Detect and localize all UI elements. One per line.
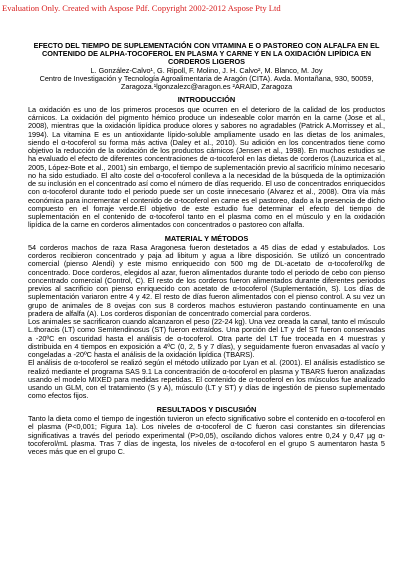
section-heading: RESULTADOS Y DISCUSIÓN — [156, 404, 257, 414]
paragraph: 54 corderos machos de raza Rasa Aragonesa fueron destetados a 45 días de edad y estabulados. Los corderos recibieron concentrado y paja ad libitum y agua a libre disposición. Se utilizó un concentrado comercial (pienso Alendi) y este mismo enriquecido con 500 mg de DL-acetato de α-tocoferol/kg de concentrado. Doce corderos, elegidos al azar, fueron alimentados durante todo el periodo de cebo con pienso concentrado comercial (Control, C). El resto de los corderos fueron alimentados durante diferentes periodos previos al sacrificio con pienso enriquecido con acetato de α-tocoferol (Suplementación, S). Los días de suplementación variaron entre 4 y 42. El resto de días fueron alimentados con el pienso control. A su vez un grupo de animales de 8 ovejas con sus 8 corderos machos estuvieron pastando continuamente en una pradera de alfalfa (A). Los corderos disponían de concentrado comercial para corderos. — [28, 242, 385, 318]
paragraph: El análisis de α-tocoferol se realizó según el método utilizado por Lyan et al. (2001). El análisis estadístico se realizó mediante el programa SAS 9.1 La concentración de α-tocoferol en plasma y TBARS fueron analizadas usando el modelo MIXED para medidas repetidas. El contenido de α-tocoferol en los músculos fue analizado usando un GLM, con el tratamiento (S y A), músculo (LT y ST) y días de ingestión de pienso suplementado como efectos fijos. — [28, 358, 385, 401]
paper-affiliation: Centro de Investigación y Tecnología Agroalimentaria de Aragón (CITA). Avda. Montañana, 930, 50059, Zaragoza.¹lgonzalezc@aragon.es ²ARAID, Zaragoza — [39, 73, 374, 92]
section-heading: MATERIAL Y MÉTODOS — [164, 233, 249, 243]
section-resultados-discusion — [28, 406, 385, 457]
section-heading: INTRODUCCIÓN — [177, 95, 236, 105]
paragraph: Tanto la dieta como el tiempo de ingestión tuvieron un efecto significativo sobre el contenido en α-tocoferol en el plasma (P<0,001; Figura 1a). Los niveles de α-tocoferol de C fueron casi constantes sin diferencias significativas a través del periodo experimental (P>0,05), oscilando dichos valores entre 0,24 y 0,47 µg α-tocoferol/mL plasma. Tras 7 días de ingesta, los niveles de α-tocoferol en el grupo S aumentaron hasta 5 veces más que en el grupo C. — [28, 414, 385, 457]
paragraph: La oxidación es uno de los primeros procesos que ocurren en el deterioro de la calidad de los productos cárnicos. La oxidación del pigmento hémico produce un indeseable color marrón en la carne (Jose et al., 2008), mientras que la oxidación lipídica produce olores y sabores no agradables (Patrick A.Morrissey et al., 1994). La vitamina E es un antioxidante lípido-soluble ampliamente usado en las dietas de los animales, siendo el α-tocoferol su forma más activa (Daley et al., 2010). Su adición en los concentrados tiene como objetivo la reducción de la oxidación de los productos cárnicos (Jensen et al., 1998). En muchos estudios se ha evaluado el efecto de diferentes concentraciones de α-tocoferol en las dietas de corderos (Lauzurica et al., 2005, López-Bote et al., 2001) sin embargo, el tiempo de suplementación previo al sacrificio mínimo necesario no ha sido estudiado. El alto coste del α-tocoferol conlleva a la necesidad de la búsqueda de la optimización de su inclusión en el concentrado así como el número de días requerido. El uso de concentrados enriquecidos con α-tocoferol durante todo el periodo puede ser un coste innecesario (Alvarez et al., 2008). Otra vía más económica para incrementar el contenido de α-tocoferol en carne es el pastoreo, dado a la presencia de dicho compuesto en el forraje verde.El objetivo de este estudio fue determinar el efecto del tiempo de suplementación en el contenido de α-tocoferol tanto en el plasma como en el músculo y en la oxidación lipídica de la carne en corderos alimentados con concentrados o pastoreo con alfalfa. — [28, 104, 385, 230]
paper-authors: L. González-Calvo¹, G. Ripoll, F. Molino, J. H. Calvo², M. Blanco, M. Joy — [90, 65, 323, 75]
paper-title: EFECTO DEL TIEMPO DE SUPLEMENTACIÓN CON VITAMINA E O PASTOREO CON ALFALFA EN EL CONTENIDO DE ALPHA-TOCOFEROL EN PLASMA Y CARNE Y EN LA OXIDACIÓN LIPÍDICA EN CORDEROS LIGEROS — [33, 41, 380, 67]
paragraph: Los animales se sacrificaron cuando alcanzaron el peso (22-24 kg). Una vez oreada la canal, tanto el músculo L.thoracis (LT) como Semitendinosus (ST) fueron extraídos. Una porción del LT y del ST fueron conservadas a -20ºC en oscuridad hasta el análisis de α-tocoferol. Otra parte del LT fue troceada en 4 muestras y distribuida en 4 tiempos en exposición a 4ºC (0, 2, 5 y 7 días), y seguidamente fueron envasadas al vacío y congeladas a -20ºC hasta el análisis de la oxidación lipídica (TBARS). — [28, 317, 385, 360]
evaluation-watermark: Evaluation Only. Created with Aspose Pdf. Copyright 2002-2012 Aspose Pty Ltd — [2, 3, 281, 13]
paper-page — [28, 42, 385, 456]
section-introduccion — [28, 96, 385, 229]
section-material-metodos — [28, 235, 385, 401]
